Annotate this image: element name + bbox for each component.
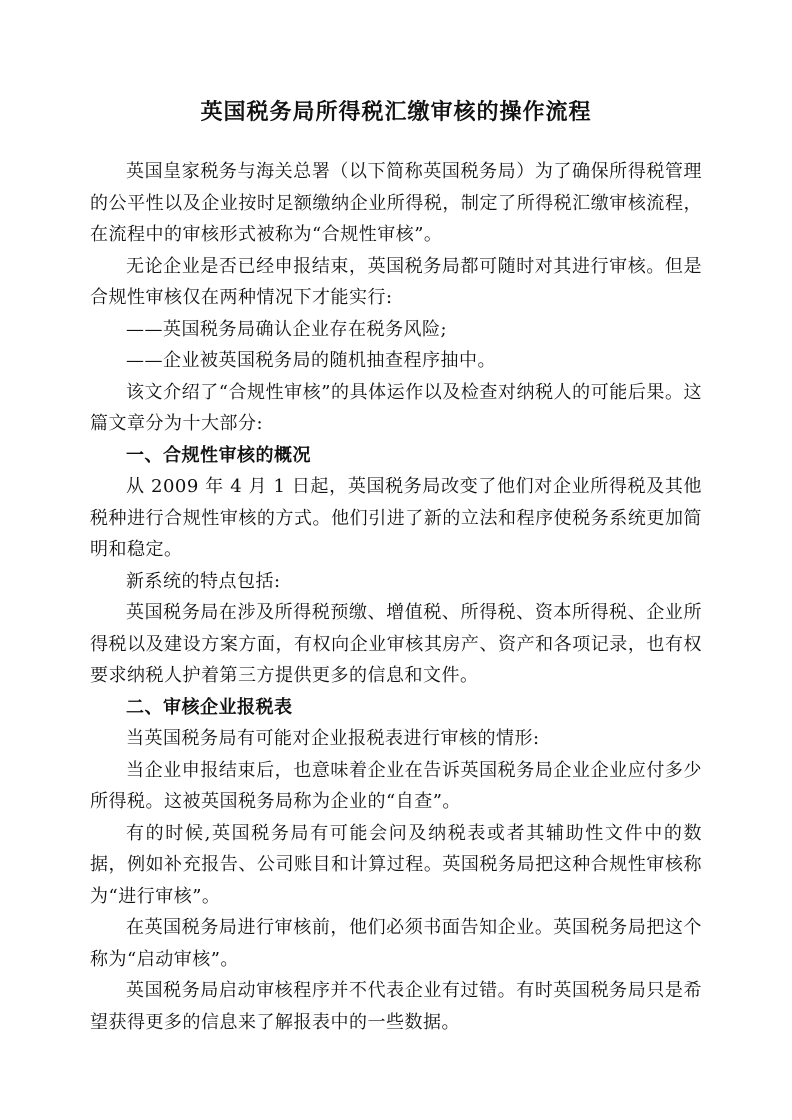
document-title: 英国税务局所得税汇缴审核的操作流程 — [200, 99, 592, 125]
section-paragraph: 当英国税务局有可能对企业报税表进行审核的情形: — [126, 728, 540, 749]
section-paragraph: 新系统的特点包括: — [126, 570, 281, 592]
intro-paragraph: 无论企业是否已经申报结束，英国税务局都可随时对其进行审核。但是合规性审核仅在两种情况下才能实行: — [90, 255, 702, 308]
section-paragraph: 英国税务局启动审核程序并不代表企业有过错。有时英国税务局只是希望获得更多的信息来了解报表中的一些数据。 — [90, 980, 702, 1033]
condition-item: ——英国税务局确认企业存在税务风险; — [126, 318, 448, 340]
intro-paragraph: 英国皇家税务与海关总署（以下简称英国税务局）为了确保所得税管理的公平性以及企业按时足额缴纳企业所得税，制定了所得税汇缴审核流程，在流程中的审核形式被称为“合规性审核”。 — [90, 161, 702, 245]
section-paragraph: 当企业申报结束后，也意味着企业在告诉英国税务局企业企业应付多少所得税。这被英国税务局称为企业的“自查”。 — [90, 759, 702, 812]
section-paragraph: 英国税务局在涉及所得税预缴、增值税、所得税、资本所得税、企业所得税以及建设方案方面，有权向企业审核其房产、资产和各项记录，也有权要求纳税人护着第三方提供更多的信息和文件。 — [90, 602, 702, 686]
section-heading: 一、合规性审核的概况 — [126, 444, 311, 466]
section-paragraph: 从 2009 年 4 月 1 日起，英国税务局改变了他们对企业所得税及其他税种进行合规性审核的方式。他们引进了新的立法和程序使税务系统更加简明和稳定。 — [90, 476, 702, 560]
document-body — [90, 156, 702, 1038]
section-paragraph: 有的时候,英国税务局有可能会问及纳税表或者其辅助性文件中的数据，例如补充报告、公司账目和计算过程。英国税务局把这种合规性审核称为“进行审核”。 — [90, 822, 702, 907]
intro-paragraph: 该文介绍了“合规性审核”的具体运作以及检查对纳税人的可能后果。这篇文章分为十大部分: — [90, 381, 702, 434]
section-paragraph: 在英国税务局进行审核前，他们必须书面告知企业。英国税务局把这个称为“启动审核”。 — [90, 917, 702, 970]
section-heading: 二、审核企业报税表 — [126, 696, 293, 718]
condition-item: ——企业被英国税务局的随机抽查程序抽中。 — [126, 350, 496, 371]
